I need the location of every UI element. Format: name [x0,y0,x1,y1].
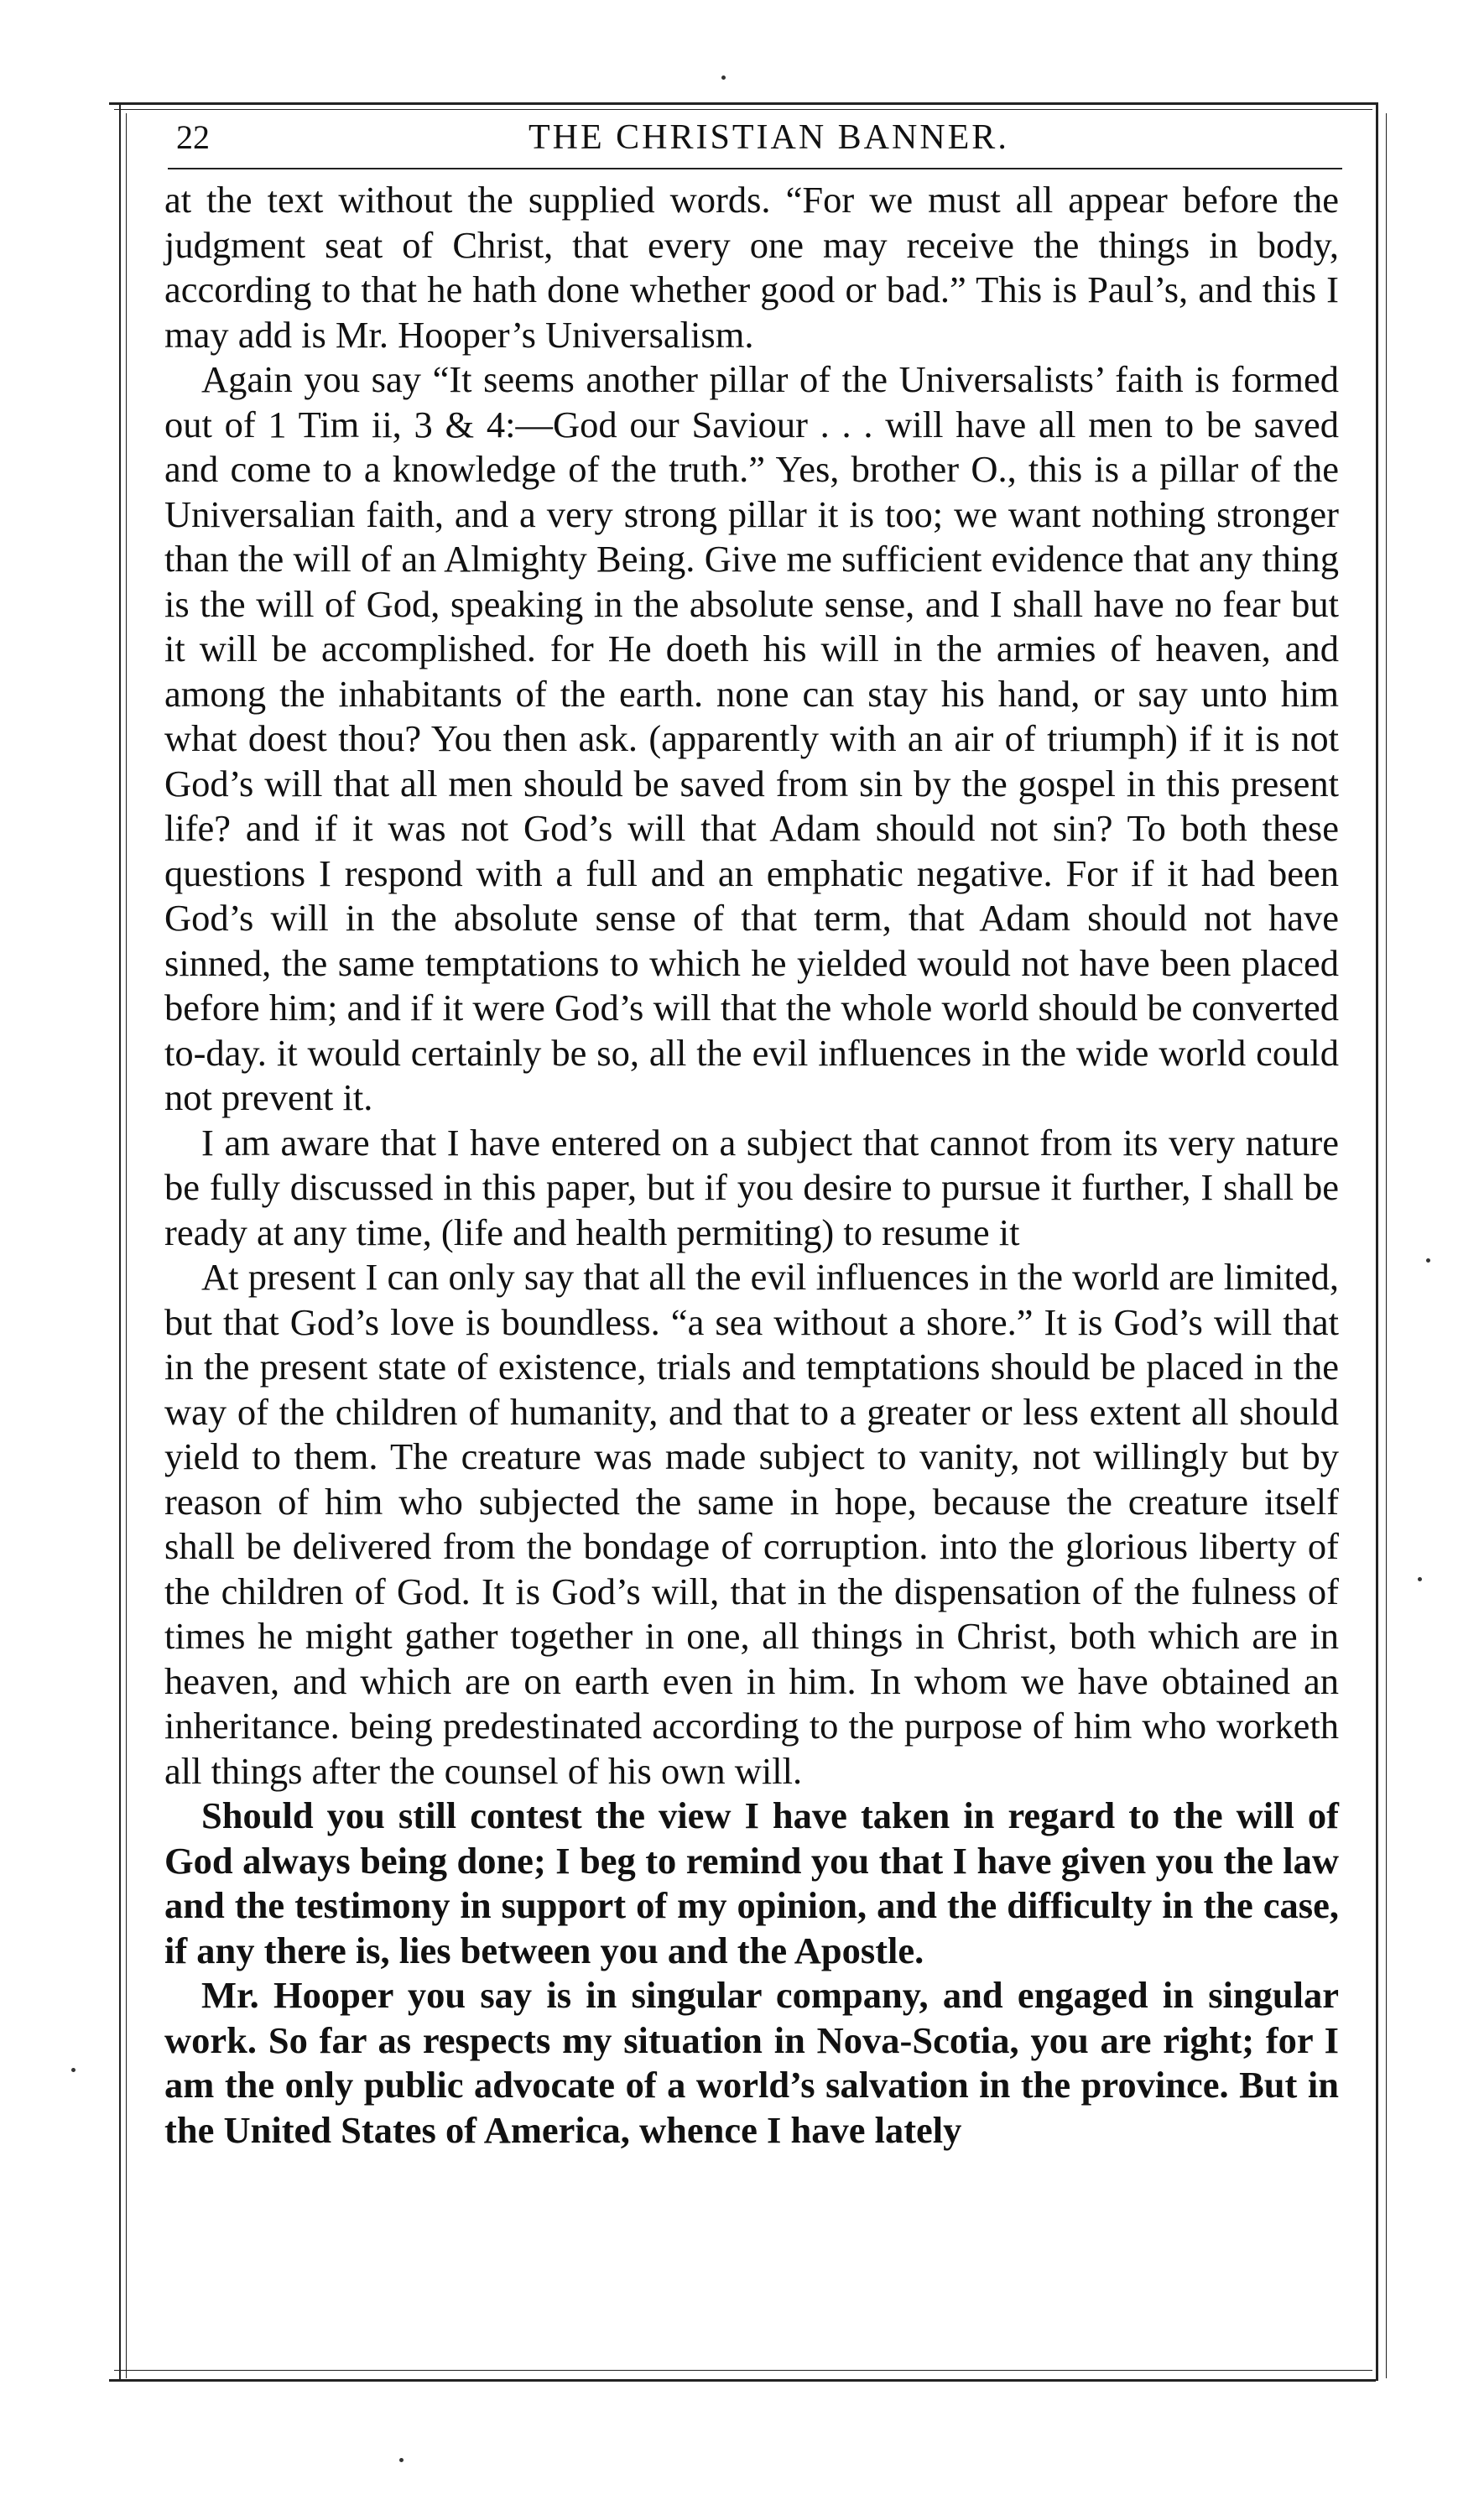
top-rule-inner [114,109,1372,110]
right-frame-line-2 [1386,113,1387,2378]
paragraph-2: Again you say “It seems another pillar of the Universalists’ faith is formed out of 1 Tim ii, 3 & 4:—God our Saviour . . . will have all men to be saved and come to a knowledge of the truth.” Yes, brother O., this is a pillar of the Universalian faith, and a very strong pillar it is too; we want nothing stronger than the will of an Almighty Being. Give me sufficient evidence that any thing is the will of God, speaking in the absolute sense, and I shall have no fear but it will be accomplished. for He doeth his will in the armies of heaven, and among the inhabitants of the earth. none can stay his hand, or say unto him what doest thou? You then ask. (apparently with an air of triumph) if it is not God’s will that all men should be saved from sin by the gospel in this present life? and if it was not God’s will that Adam should not sin? To both these questions I respond with a full and an emphatic negative. For if it had been God’s will in the absolute sense of that term, that Adam should not have sinned, the same temptations to which he yielded would not have been placed before him; and if it were God’s will that the whole world should be converted to-day. it would certainly be so, all the evil influences in the wide world could not prevent it. [164,358,1339,1118]
header-rule [168,168,1342,169]
bottom-rule-inner [114,2370,1372,2371]
paragraph-6: Mr. Hooper you say is in singular company, and engaged in singular work. So far as respects my situation in Nova-Scotia, you are right; for I am the only public advocate of a world’s salvation in the province. But in the United States of America, whence I have lately [164,1974,1339,2151]
scan-speck [71,2068,76,2072]
paragraph-1: at the text without the supplied words. “For we must all appear before the judgment seat of Christ, that every one may receive the things in body, according to that he hath done whether good or bad.” This is Paul’s, and this I may add is Mr. Hooper’s Universalism. [164,179,1339,356]
article-body [164,178,1339,2153]
paragraph-3: I am aware that I have entered on a subject that cannot from its very nature be fully discussed in this paper, but if you desire to pursue it further, I shall be ready at any time, (life and health permiting) to resume it [164,1121,1339,1253]
paragraph-4: At present I can only say that all the evil influences in the world are limited, but that God’s love is boundless. “a sea without a shore.” It is God’s will that in the present state of existence, trials and temptations should be placed in the way of the children of humanity, and that to a greater or less extent all should yield to them. The creature was made subject to vanity, not willingly but by reason of him who subjected the same in hope, because the creature itself shall be delivered from the bondage of corruption. into the glorious liberty of the children of God. It is God’s will, that in the dispensation of the fulness of times he might gather together in one, all things in Christ, both which are in heaven, and which are on earth even in him. In whom we have obtained an inheritance. being predestinated according to the purpose of him who worketh all things after the counsel of his own will. [164,1256,1339,1792]
bottom-rule-outer [109,2379,1376,2382]
top-rule-outer [109,102,1376,105]
running-title: THE CHRISTIAN BANNER. [529,118,1009,157]
scan-speck [399,2458,404,2462]
left-frame-line [119,102,121,2381]
page-number: 22 [176,118,210,156]
paragraph-5: Should you still contest the view I have taken in regard to the will of God always being done; I beg to remind you that I have given you the law and the testimony in support of my opinion, and the difficulty in the case, if any there is, lies between you and the Apostle. [164,1794,1339,1971]
scan-speck [1418,1577,1422,1581]
scan-speck [721,76,726,80]
scan-speck [1426,1258,1430,1263]
left-frame-line-2 [126,113,127,2378]
right-frame-line [1376,102,1378,2381]
